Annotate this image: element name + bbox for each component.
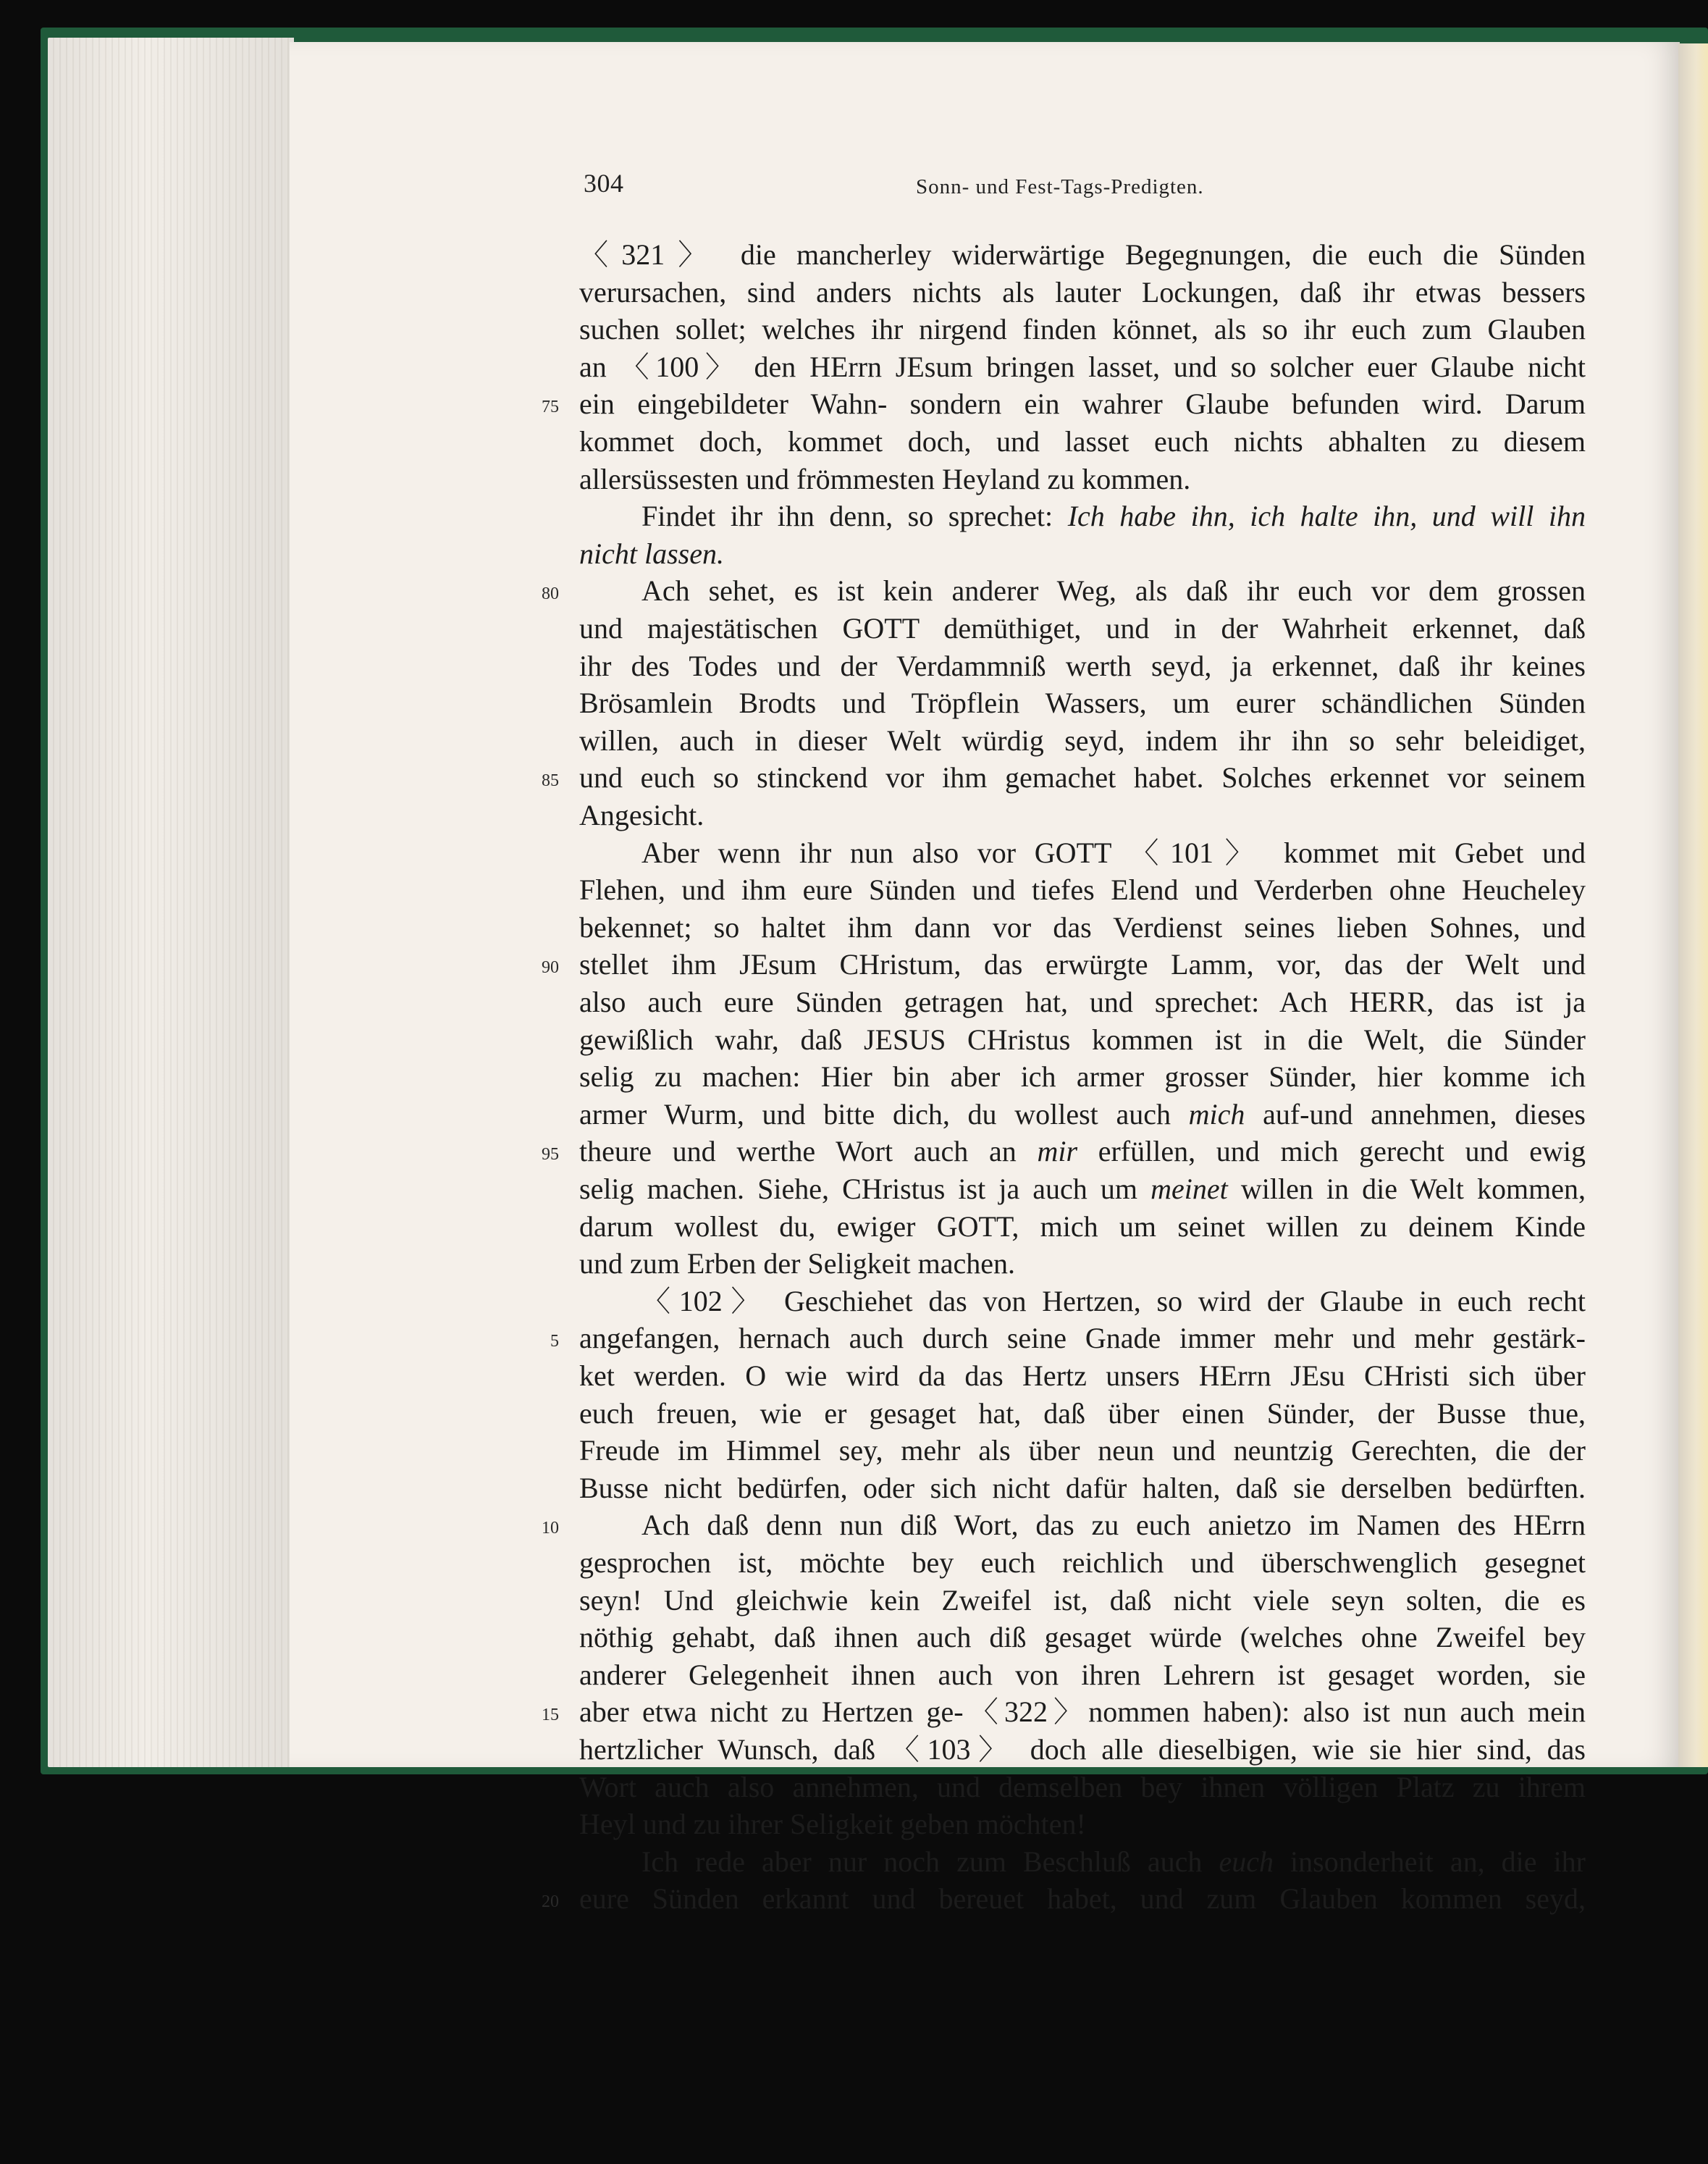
text-line <box>579 275 1586 310</box>
text-line <box>579 1471 1586 1506</box>
line-number: 15 <box>542 1706 559 1724</box>
text-line <box>579 387 1586 422</box>
line-text: Brösamlein Brodts und Tröpflein Wassers, um eurer schändlichen Sünden <box>579 687 1586 719</box>
line-text: bekennet; so haltet ihm dann vor das Verdienst seines lieben Sohnes, und <box>579 911 1586 944</box>
text-line <box>579 1209 1586 1244</box>
text-line <box>579 1546 1586 1580</box>
text-line <box>579 1882 1586 1916</box>
page-edges <box>48 38 294 1767</box>
text-line <box>579 760 1586 795</box>
line-text: eure Sünden erkannt und bereuet habet, und zum Glauben kommen seyd, <box>579 1882 1586 1915</box>
page-number: 304 <box>584 169 624 198</box>
line-text: und euch so stinckend vor ihm gemachet habet. Solches erkennet vor seinem <box>579 761 1586 794</box>
line-text: Angesicht. <box>579 799 704 831</box>
line-text: suchen sollet; welches ihr nirgend finden könnet, als so ihr euch zum Glauben <box>579 313 1586 345</box>
text-line <box>579 1321 1586 1356</box>
line-text-cont: erfüllen, und mich gerecht und ewig <box>1077 1135 1586 1167</box>
text-line <box>579 798 1586 833</box>
line-text: Ich rede aber nur noch zum Beschluß auch <box>641 1845 1219 1878</box>
line-text: ket werden. O wie wird da das Hertz unsers HErrn JEsu CHristi sich über <box>579 1359 1586 1392</box>
line-text: anderer Gelegenheit ihnen auch von ihren Lehrern ist gesaget worden, sie <box>579 1658 1586 1691</box>
text-line <box>579 1732 1586 1767</box>
line-number: 10 <box>542 1519 559 1538</box>
text-line <box>579 724 1586 758</box>
text-line <box>579 1060 1586 1094</box>
line-italic: mich <box>1188 1098 1245 1131</box>
text-line <box>579 1695 1586 1729</box>
next-page-edge <box>1678 43 1708 1767</box>
line-text-cont: insonderheit an, die ihr <box>1274 1845 1586 1878</box>
line-italic: meinet <box>1150 1173 1228 1205</box>
line-text: stellet ihm JEsum CHristum, das erwürgte Lamm, vor, das der Welt und <box>579 948 1586 981</box>
line-text: selig zu machen: Hier bin aber ich armer grosser Sünder, hier komme ich <box>579 1060 1586 1093</box>
line-text-cont: willen in die Welt kommen, <box>1227 1173 1586 1205</box>
text-line <box>579 1433 1586 1468</box>
text-line <box>579 836 1586 871</box>
line-text: ihr des Todes und der Verdammniß werth seyd, ja erkennet, daß ihr keines <box>579 650 1586 682</box>
line-text: angefangen, hernach auch durch seine Gnade immer mehr und mehr gestärk- <box>579 1322 1586 1354</box>
text-line <box>579 1770 1586 1805</box>
text-line <box>579 574 1586 608</box>
line-text: Findet ihr ihn denn, so sprechet: <box>641 500 1068 532</box>
text-line <box>579 1023 1586 1057</box>
line-text: an 〈100〉 den HErrn JEsum bringen lasset, und so solcher euer Glaube nicht <box>579 351 1586 383</box>
text-line <box>579 1658 1586 1693</box>
line-text: Busse nicht bedürfen, oder sich nicht dafür halten, daß sie derselben bedürften. <box>579 1472 1586 1504</box>
text-line <box>579 1134 1586 1169</box>
line-text-cont: auf-und annehmen, dieses <box>1245 1098 1586 1131</box>
line-text: seyn! Und gleichwie kein Zweifel ist, daß nicht viele seyn solten, die es <box>579 1584 1586 1616</box>
line-text: Flehen, und ihm eure Sünden und tiefes Elend und Verderben ohne Heucheley <box>579 873 1586 906</box>
line-number: 90 <box>542 958 559 977</box>
text-line <box>579 424 1586 459</box>
line-text: Ach daß denn nun diß Wort, das zu euch anietzo im Namen des HErrn <box>641 1509 1586 1541</box>
text-line <box>579 985 1586 1020</box>
line-text: Wort auch also annehmen, und demselben bey ihnen völligen Platz zu ihrem <box>579 1771 1586 1803</box>
text-line <box>579 873 1586 907</box>
text-line <box>579 1583 1586 1618</box>
line-number: 85 <box>542 771 559 790</box>
text-line <box>579 1246 1586 1281</box>
line-text: allersüssesten und frömmesten Heyland zu kommen. <box>579 463 1191 495</box>
line-italic: nicht lassen. <box>579 537 724 570</box>
line-text: verursachen, sind anders nichts als lauter Lockungen, daß ihr etwas bessers <box>579 276 1586 309</box>
text-line <box>579 499 1586 534</box>
text-line <box>579 312 1586 347</box>
running-title: Sonn- und Fest-Tags-Predigten. <box>916 175 1204 198</box>
line-text: Ach sehet, es ist kein anderer Weg, als daß ihr euch vor dem grossen <box>641 574 1586 607</box>
line-number: 20 <box>542 1892 559 1911</box>
line-italic: mir <box>1037 1135 1078 1167</box>
line-text: nöthig gehabt, daß ihnen auch diß gesaget würde (welches ohne Zweifel bey <box>579 1621 1586 1653</box>
line-text: selig machen. Siehe, CHristus ist ja auch um <box>579 1173 1151 1205</box>
line-number: 5 <box>550 1332 559 1351</box>
text-line <box>579 1284 1586 1319</box>
text-line <box>579 910 1586 945</box>
line-text: gewißlich wahr, daß JESUS CHristus kommen ist in die Welt, die Sünder <box>579 1023 1586 1056</box>
text-line <box>579 238 1586 272</box>
text-line <box>579 537 1586 571</box>
line-text: Heyl und zu ihrer Seligkeit geben möchten! <box>579 1808 1086 1840</box>
line-text: 〈321〉 die mancherley widerwärtige Begegnungen, die euch die Sünden <box>579 238 1586 271</box>
line-text: ein eingebildeter Wahn- sondern ein wahrer Glaube befunden wird. Darum <box>579 387 1586 420</box>
text-line <box>579 1845 1586 1879</box>
text-line <box>579 1620 1586 1655</box>
line-text: aber etwa nicht zu Hertzen ge-〈322〉nommen haben): also ist nun auch mein <box>579 1695 1586 1728</box>
line-text: theure und werthe Wort auch an <box>579 1135 1038 1167</box>
line-text: willen, auch in dieser Welt würdig seyd, indem ihr ihn so sehr beleidiget, <box>579 724 1586 757</box>
text-line <box>579 649 1586 684</box>
line-text: also auch eure Sünden getragen hat, und sprechet: Ach HERR, das ist ja <box>579 986 1586 1018</box>
line-text: 〈102〉 Geschiehet das von Hertzen, so wird der Glaube in euch recht <box>641 1285 1586 1317</box>
line-number: 75 <box>542 398 559 416</box>
line-text: gesprochen ist, möchte bey euch reichlich und überschwenglich gesegnet <box>579 1546 1586 1579</box>
text-line <box>579 1508 1586 1543</box>
text-line <box>579 1097 1586 1132</box>
line-text: Freude im Himmel sey, mehr als über neun und neuntzig Gerechten, die der <box>579 1434 1586 1467</box>
line-text: armer Wurm, und bitte dich, du wollest auch <box>579 1098 1189 1131</box>
text-line <box>579 1172 1586 1207</box>
line-number: 80 <box>542 584 559 603</box>
text-line <box>579 350 1586 385</box>
text-line <box>579 1396 1586 1431</box>
line-text: kommet doch, kommet doch, und lasset euch nichts abhalten zu diesem <box>579 425 1586 458</box>
text-line <box>579 947 1586 982</box>
line-text: und zum Erben der Seligkeit machen. <box>579 1247 1016 1280</box>
text-line <box>579 1359 1586 1393</box>
line-text: euch freuen, wie er gesaget hat, daß über einen Sünder, der Busse thue, <box>579 1397 1586 1430</box>
line-italic: euch <box>1219 1845 1274 1878</box>
line-text: und majestätischen GOTT demüthiget, und in der Wahrheit erkennet, daß <box>579 612 1586 645</box>
text-line <box>579 686 1586 721</box>
line-text: hertzlicher Wunsch, daß 〈103〉 doch alle dieselbigen, wie sie hier sind, das <box>579 1733 1586 1766</box>
text-line <box>579 611 1586 646</box>
text-line <box>579 462 1586 497</box>
line-number: 95 <box>542 1145 559 1164</box>
text-line <box>579 1807 1586 1842</box>
line-text: Aber wenn ihr nun also vor GOTT 〈101〉 kommet mit Gebet und <box>641 836 1586 869</box>
line-italic: Ich habe ihn, ich halte ihn, und will ihn <box>1067 500 1586 532</box>
line-text: darum wollest du, ewiger GOTT, mich um seinet willen zu deinem Kinde <box>579 1210 1586 1243</box>
